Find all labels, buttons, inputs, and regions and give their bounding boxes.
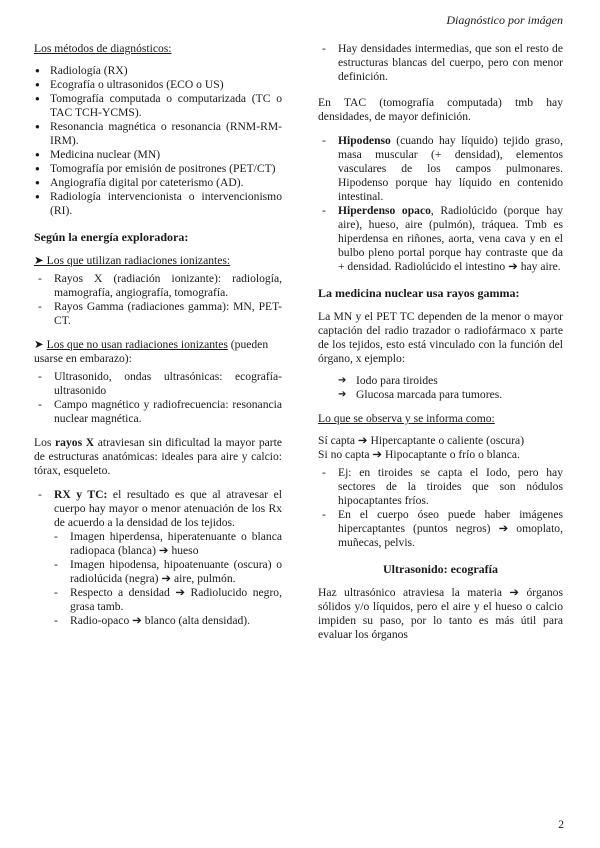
nuclear-section-title: La medicina nuclear usa rayos gamma: xyxy=(318,286,520,300)
list-item: ● Resonancia magnética o resonancia (RNM-RM-IRM). xyxy=(34,120,282,148)
rx-tc-text: el resultado es que al atravesar el cuerpo hay mayor o menor atenuación de los Rx de acuerdo a la densidad de los tejidos. xyxy=(54,488,282,529)
list-item: - Respecto a densidad ➔ Radiolucido negro, grasa tamb. xyxy=(34,586,282,614)
list-item: ● Radiología (RX) xyxy=(34,64,282,78)
ultrasound-section-title: Ultrasonido: ecografía xyxy=(383,562,498,576)
page-header: Diagnóstico por imágen xyxy=(446,13,563,27)
list-item: ● Angiografía digital por cateterismo (AD). xyxy=(34,176,282,190)
list-item: - Imagen hipodensa, hipoatenuante (oscura) o radiolúcida (negra) ➔ aire, pulmón. xyxy=(34,558,282,586)
list-item: - Rayos X (radiación ionizante): radiología, mamografía, angiografía, tomografía. xyxy=(34,272,282,300)
hiperdenso-item xyxy=(318,204,563,274)
list-item: ● Radiología intervencionista o intervencionismo (RI). xyxy=(34,190,282,218)
xray-paragraph xyxy=(34,436,282,478)
non-ionizing-heading xyxy=(34,338,282,366)
observe-title: Lo que se observa y se informa como: xyxy=(318,412,495,425)
non-ionizing-title: Los que no usan radiaciones ionizantes xyxy=(46,338,228,351)
list-item: - En el cuerpo óseo puede haber imágenes hipercaptantes (puntos negros) ➔ omoplato, muñecas, pelvis. xyxy=(318,508,563,550)
ionizing-title: ➤ Los que utilizan radiaciones ionizantes: xyxy=(34,254,231,267)
left-column xyxy=(34,42,282,628)
hipodenso-bold: Hipodenso xyxy=(338,134,391,147)
energy-section-title: Según la energía exploradora: xyxy=(34,230,189,244)
hipodenso-item xyxy=(318,134,563,204)
methods-list xyxy=(34,64,282,218)
list-item: ➔ Glucosa marcada para tumores. xyxy=(318,388,563,402)
list-item: - Ej: en tiroides se capta el Iodo, pero hay sectores de la tiroides que son nódulos hipocaptantes fríos. xyxy=(318,466,563,508)
tac-paragraph: En TAC (tomografía computada) tmb hay densidades, de mayor definición. xyxy=(318,96,563,123)
list-item: - Radio-opaco ➔ blanco (alta densidad). xyxy=(34,614,282,628)
xray-pre: Los xyxy=(34,436,56,449)
nuclear-paragraph: La MN y el PET TC dependen de la menor o mayor captación del radio trazador o radiofármaco x parte de los tejidos, esto está vinculado con la función del órgano, x ejemplo: xyxy=(318,310,563,365)
list-item: ➔ Iodo para tiroides xyxy=(318,374,563,388)
list-item: - Campo magnético y radiofrecuencia: resonancia nuclear magnética. xyxy=(34,398,282,426)
list-item: ● Tomografía por emisión de positrones (PET/CT) xyxy=(34,162,282,176)
methods-title: Los métodos de diagnósticos: xyxy=(34,42,172,55)
hiperdenso-bold: Hiperdenso opaco xyxy=(338,204,431,217)
list-item: - Imagen hiperdensa, hiperatenuante o blanca radiopaca (blanca) ➔ hueso xyxy=(34,530,282,558)
right-column xyxy=(318,42,563,642)
rx-tc-paragraph xyxy=(34,488,282,530)
xray-bold: rayos X xyxy=(55,436,95,449)
arrow-icon: ➤ xyxy=(34,338,44,351)
page-number: 2 xyxy=(558,819,564,831)
ultrasound-paragraph: Haz ultrasónico atraviesa la materia ➔ órganos sólidos y/o líquidos, pero el aire y el hueso o calcio impiden su paso, por lo tanto es más útil para evaluar los órganos xyxy=(318,586,563,641)
list-item: - Rayos Gamma (radiaciones gamma): MN, PET-CT. xyxy=(34,300,282,328)
list-item: - Ultrasonido, ondas ultrasónicas: ecografía-ultrasonido xyxy=(34,370,282,398)
hiperdenso-text: , Radiolúcido (porque hay aire), hueso, aire (pulmón), tráquea. Tmb es hiperdensa en riñones, aorta, vena cava y en el bulbo pleno portal porque hay contraste que da + densidad. Radiolúcido el intestino ➔ hay aire. xyxy=(338,204,564,273)
list-item: ● Ecografía o ultrasonidos (ECO o US) xyxy=(34,78,282,92)
list-item: ● Medicina nuclear (MN) xyxy=(34,148,282,162)
capta-yes: Sí capta ➔ Hipercaptante o caliente (oscura) xyxy=(318,434,525,447)
hipodenso-text: (cuando hay líquido) tejido graso, masa muscular (+ densidad), elementos vasculares de los campos pulmonares. Hipodenso porque hay líquido en contenido intestinal. xyxy=(338,134,563,203)
intermediate-density-item: - Hay densidades intermedias, que son el resto de estructuras blancas del cuerpo, pero con menor definición. xyxy=(318,42,563,84)
non-ionizing-note: (pueden usarse en embarazo): xyxy=(34,338,269,365)
capta-no: Si no capta ➔ Hipocaptante o frío o blanca. xyxy=(318,448,520,461)
xray-post: atraviesan sin dificultad la mayor parte de estructuras anatómicas: ideales para aire y calcio: tórax, esqueleto. xyxy=(34,436,282,477)
rx-tc-bold: RX y TC: xyxy=(54,488,108,501)
list-item: ● Tomografía computada o computarizada (TC o TAC TCH-YCMS). xyxy=(34,92,282,120)
